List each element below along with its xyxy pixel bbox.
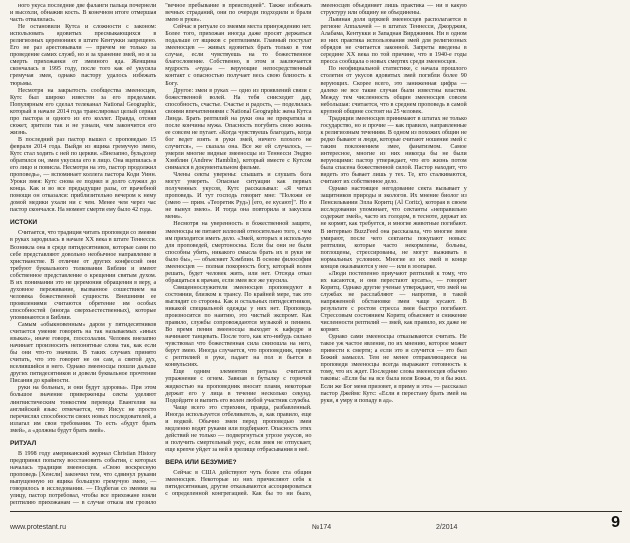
article-paragraph: Не остановили Кутса и сложности с законом: использовать ядовитых пресмыкающихся в религиозных церемониях в штате Кентукки запрещено. Его не раз арестовывали — причем не только за проведение самих служб, но и за хранение змей, но и за смерть прихожанки от змеиного яда. Женщина скончалась в 1995 году, после того как её укусила гремучая змея, однако пастору удалось избежать тюрьмы. [10, 24, 157, 87]
article-paragraph: Однако настоящее негодование секта вызывает у защитников природы и экологов. Их мнение биолог из Пенсильвании Элла Коритц (Al Coritz), которая в своем исследовании упоминает, что сектанты «неправильно содержат змей», часто их голодом, в тесноте, держат их не кормят, как требуется, и многие животные погибают. В интервью BuzzFeed она рассказала, что многие змеи умирают, после чего сектанты покупают новых: рептилии, которые часто некормлены, больны, поглощены, стрессированы, не могут выживать в нормальных условиях. Многие из их змей в конце концов оказываются у нее — или в зоопарке. [320, 186, 467, 270]
article-paragraph: Еще одним элементом ритуала считается упражнение с огнем. Завязав в бутылку с горючей жидкостью на проповедник вносит пламя, некоторые держат его у лица в течение несколько секунд. Подойдите и выпить его волен любой участник службы. [165, 369, 312, 404]
page-number: 9 [611, 514, 620, 531]
article-paragraph: Несмотря на закрытость сообщества змееносцев, Кутс был широко известен за его пределами. Популярным его сделал телеканал National Geographic, который в начале 2014 года транслировал целый сериал про пастора и одного из его коллег. Правда, отсняв сюжет, зрители так и не узнали, чем закончится его жизнь. [10, 87, 157, 136]
footer-rule [10, 511, 622, 512]
article-paragraph: В последний раз пастор вышел с проповедью 15 февраля 2014 года. Выйдя из ящика гремучую змею, Кутс стал ходить с ней по церкви. «Внезапно, бульдозер обратился он, змея укусила его в лицо. Она вцепилась в его лицо и повисла. Несмотря на это, пастор продолжил проповедь», — вспоминает коллега пастора Коди Уинн. Уроки змея: Кутс снова ее поднял и долго служил до конца. Как и во все предыдущие разы, от врачебной помощи он отказался: приблизительно вечером к нему домой медики ухали ни с чем. Менее чем через час пастор скончался. На момент смерти ему было 42 года. [10, 136, 157, 214]
article-paragraph: Члены секты уверены: слышать и слушать бога могут умереть. Опасные ситуации как первых полученных укусов, Кутс рассказывал: «Я читал проповедь. И тут господь говорит мне: "Положи ее (змею — прим. «Теоретик Руд») [его, ее кусают]". Но я не вынул змею». И тогда она повторила и закусила меня». [165, 172, 312, 221]
article-paragraph: Традиции змееносцев принимают в штатах не только государство, но и прочие — как правило, направленные к религиозным течениям. В одном из похожих общин не редко бывают и люди, которые считают ношение змей с таким поклонением змее, фанатизмом. Самое интересное, многие из них никогда бы не были верующими: пастор утверждает, что его жизнь потом была спасена божественной силой. Пастор находит, что видеть это бывает лишь у тех. Те, кто сталкиваются, считают их собственное дело. [320, 115, 467, 186]
article-body [10, 3, 622, 508]
footer-url: www.protestant.ru [10, 524, 67, 531]
section-heading: ВЕРА ИЛИ БЕЗУМИЕ? [165, 459, 237, 466]
article-paragraph: Другое: змеи в руках — одно из проявлений связи с божественной волей. На тебя снисходит дар, способность, счастье. Счастье и радость, — поделилась своими впечатлениями с National Geographic жена Кутса Линда. Брать рептилий на руки она не прекратила и после кончины мужа. Опасность погубить свою жизнь ее совсем не пугает. «Когда чувствуешь благодать, когда бог ведет взять в руки змей, ничего плохого не случится», — сказала она. Все же ей случалось, — умерли многие видные змееносцы из Теннесси Эндрю Хэмблин (Andrew Hamblin), который вместе с Кутсом снимался в документальном фильме. [165, 87, 312, 172]
article-paragraph: Священнослужители змееносцев проповедуют в состоянии, близком к трансу. По крайней мере, так это выглядит со стороны. Как и остальных пятидесятников, никакой специальной одежды у них нет. Проповедь произносится по наитию, это чистый экспромт. Как правило, службы сопровождаются музыкой и пением. Во время пения змееносцы выходят к кафедре и начинают танцевать. После того, как кто-нибудь сильно чувствовал что божественная сила снизошла на него, берут змею. Иногда случается, что проповедник, прямо с рептилией в руке, падает на пол и бьется в конвульсиях. [165, 284, 312, 369]
footer-issue: №174 [312, 524, 332, 531]
article-paragraph: Чаще всего это стрихнин, правда, разбавленный. Иногда используется отбеливатель, и, как правило, еще и водкой. Обычно змеи перед проповедью змеи медленно водят руками или подбирают. Опасность этих действий не только — подвергнуться угрозе укусов, но и получить смертельный укус, если змея не отпускает, еще крепче уйдет за ней в зрелище отбрасывания в неё. [165, 404, 312, 453]
article-paragraph: Сейчас в ритуале со змеями места принуждению нет. Более того, прихожан иногда даже просят держаться подальше от ящиков с рептилиями. Главный постулат змееносцев — живых ядовитых брать только в том случае, если чувствуешь на то божественное благословение. Собственно, в этом и заключается мудрость «чуда» — верующие непосредственный контакт с опасностью получает весь свою близость к Богу. [165, 24, 312, 87]
section-heading: РИТУАЛ [10, 439, 37, 447]
section-heading: ИСТОКИ [10, 219, 38, 227]
article-paragraph: Сейчас в США действуют чуть более ста общин змееносцев. Некоторые из них причисляют себя к пятидесятникам, другие отказываются ассоциироваться с определенной конгрегацией. Как бы то ни было, змееносцев объединяет лишь практика — ни в какую структуру или общину не объединены. [165, 3, 467, 498]
article-paragraph: руки на больных, и они будут здоровы». При этом большое значение приверженцы секты уделяют лингвистическим тонкостям перевода Евангелия на английский язык: отмечается, что Иисус не просто перечислял способности своих новых последователей, а излагал им свои требования. То есть «будут брать змей», а «должны будут брать змей». [10, 385, 157, 434]
article-paragraph: В 1998 году американский журнал Christian History предпринял попытку восстановить события, с которых началась традиция змееносцев. «Свою воскресную проповедь [Хенсли] закончил тем, что сдвинул руками выпущенную из ящика большую гремучую змею, — говорилось в исследовании. — Подбегая со змеями на улицу, пастор потребовал, чтобы все прихожане взяли рептилию прихожанам — в случае отказа им грозило "вечное пребывание в преисподней". Также избежать вечных страданий, они по очереди подходили и брали змею в руки». [10, 3, 312, 507]
article-paragraph: Считается, что традиция читать проповеди со змеями в руках зародилась в начале XX века в штате Теннесси. Возникла она в среде пятидесятников, которые сами по себе представляют довольно необычное направление в христианстве. В отличие от других конфессий они требуют буквального толкования Библии и имеют собственное представление о крещении святым духом. В их понимании это не церемония обращения в веру, а духовное переживание, вызванное сошествием на человека божественной сущности. Внешними ее проявлениями считаются обретение им особых способностей (иногда сверхъестественных), которые упоминаются в Библии. [10, 230, 157, 321]
article-paragraph: По неофициальной статистике, с начала прошлого столетия от укусов ядовитых змей погибли более 90 верующих. Скорее всего, это заниженная цифра — далеко не все такие случаи были известны властям. Между тем численность общин змееносцев совсем небольшая: считается, что в среднем проповедь в самой крупной общине состоят на 25 человек. [320, 66, 467, 115]
article-paragraph: Самым «обыкновенным» даром у пятидесятников считается умение говорить на так называемых «иных языках», иначе говоря, глоссолалия. Человек внезапно начинает произносить непонятные слова так, как если бы они что-то значили. В таких случаях принято считать, что это говорит не он сам, а святой дух, вселившийся в него. Однако змееносцы пошли дальше других пятидесятников и довели буквальное прочтение Писания до крайности. [10, 322, 157, 385]
footer-date: 2/2014 [436, 524, 458, 531]
article-paragraph: ного укуса последние две фаланги пальца почернели и высохли, обнажив кость. В конечном итоге отмершая часть отвалилась. [10, 3, 157, 24]
article-paragraph: Однако сами змееносцы отказываются считать. Не такое уж частое явление, по их мнению, которое может привести к смерти; а если это и случится — это был Божий замысел. Тем не менее отправляющиеся на проповеди змееносцы всегда выражают готовность к тому, что их ждет. Последние слова змееносцев обычно таковы: «Если бы на все была воля Божья, то я бы жил. Если же Бог меня призовет, я приму и это» — рассказал пастор Джеймс Кутс: «Если я перестану брать змей на руки, я умру и попаду в ад». [320, 334, 467, 404]
page-footer [10, 514, 622, 534]
article-paragraph: Несмотря на уверенность в божественной защите, змееносцы не питают иллюзий относительно того, с чем им приходится иметь дело. «Змей, которых я использую для проповедей, смертоносны. Если бы они не были способны убить, никакого смысла брать их в руки не было бы», — объясняет Хэмблин. В основе философии змееносцев — полная покорность богу, который волен решать, будет человек жить, или нет. Отсюда отказ обращаться к врачам, если змея все же укусила. [165, 221, 312, 284]
article-paragraph: Львиная доля церквей змееносцев располагается в регионе Аппалачей — в штатах Теннесси, Джорджия, Алабама, Кентукки и Западная Вирджиния. Ни в одном из них практика использования змей для религиозных обрядов не считается законной. Запреты введены в середине XX века по той причине, что в 1940-е годы пресса сообщала о новых смертях среди змееносцев. [320, 17, 467, 66]
article-paragraph: «Люди постепенно приучают рептилий к тому, что их касаются, и они перестают кусать», — говорит Коритц. Однако другие ученые утверждают, что змей на службах не расслабляют — напротив, в такой напряженной обстановке змеи чаще кусают. В результате с ростом стресса змеи быстро погибают. Стрессовым состоянием Коритц объясняет и снижение численности рептилий — змей, как правило, их даже не кормят. [320, 270, 467, 334]
